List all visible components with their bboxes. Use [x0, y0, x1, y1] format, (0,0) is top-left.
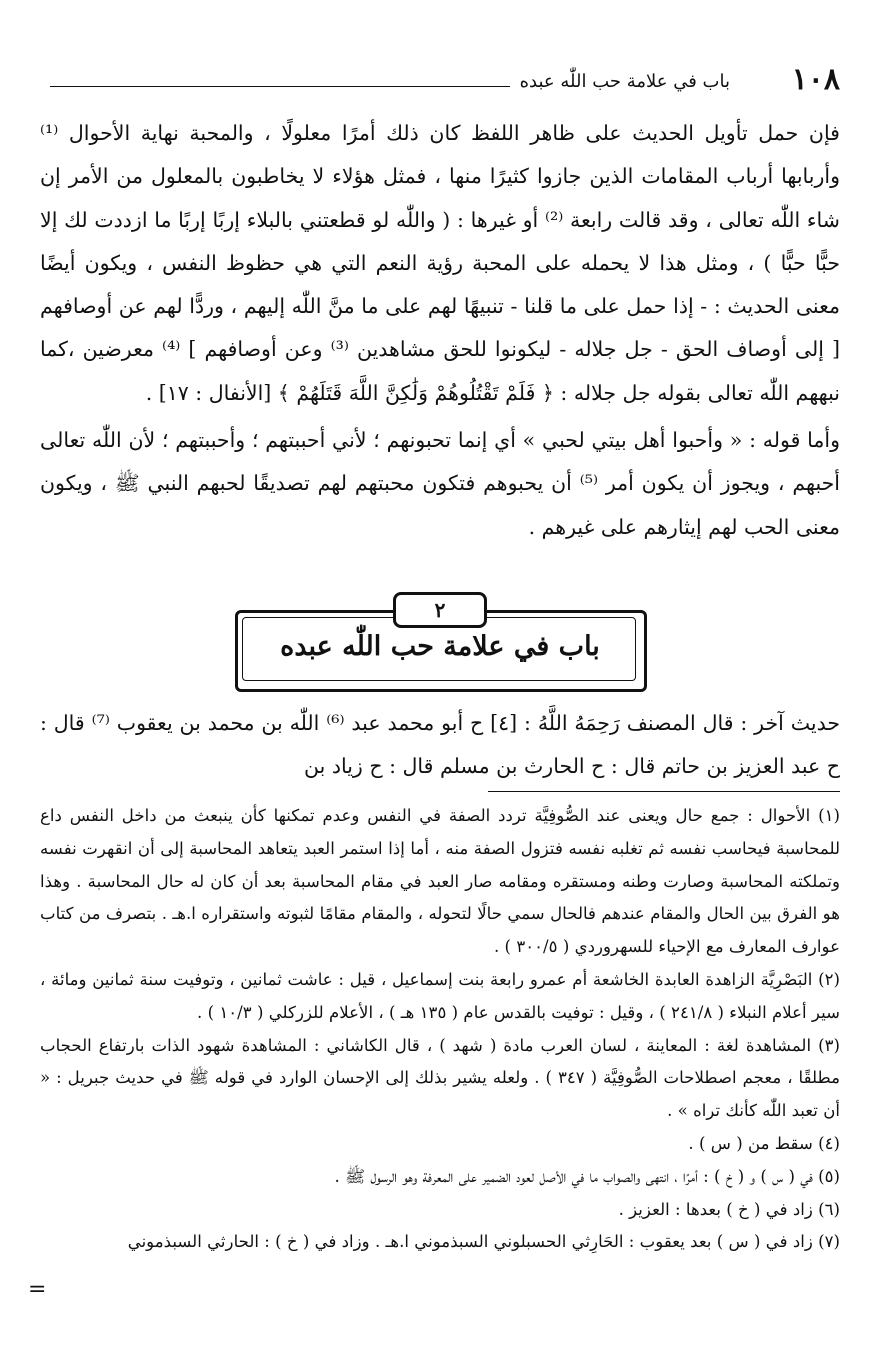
footnote-5: (٥) في ( س ) و ( خ ) : أمرًا ، انتهى والصواب ما في الأصل لعود الضمير على المعرفة وهو الرسول ﷺ .: [334, 1166, 840, 1186]
footnote-separator: [488, 791, 840, 792]
paragraph: وأما قوله : « وأحبوا أهل بيتي لحبي » أي إنما تحبونهم ؛ لأني أحببتهم ؛ وأحببتهم ؛ لأن اللّٰه تعالى أحبهم ، ويجوز أن يكون أمر ⁽⁵⁾ أن يحبوهم فتكون محبتهم لهم تصديقًا لحبهم النبي ﷺ ، ويكون معنى الحب لهم إيثارهم على غيرهم .: [40, 428, 840, 539]
running-header: [40, 62, 840, 102]
footnote-6: (٦) زاد في ( خ ) بعدها : العزيز .: [618, 1199, 840, 1219]
footnote-2: (٢) البَصْرِيَّة الزاهدة العابدة الخاشعة أم عمرو رابعة بنت إسماعيل ، قيل : عاشت ثمانين ، وتوفيت سنة ثمانين ومائة ، سير أعلام النبلاء ( ٢٤١/٨ ) ، وقيل : توفيت بالقدس عام ( ١٣٥ هـ ) ، الأعلام للزركلي ( ١٠/٣ ) .: [40, 969, 840, 1022]
paragraph: فإن حمل تأويل الحديث على ظاهر اللفظ كان ذلك أمرًا معلولًا ، والمحبة نهاية الأحوال ⁽¹⁾ وأربابها أرباب المقامات الذين جازوا كثيرًا منها ، فمثل هؤلاء لا يخاطبون بالمعلول من الأمر إن شاء اللّٰه تعالى ، وقد قالت رابعة ⁽²⁾ أو غيرها : ( واللّٰه لو قطعتني بالبلاء إربًا إربًا ما ازددت لك إلا حبًّا حبًّا ) ، ومثل هذا لا يحمله على المحبة رؤية النعم التي هي حظوظ النفس ، ويكون أيضًا معنى الحديث : - إذا حمل على ما قلنا - تنبيهًا لهم على ما منَّ اللّٰه إليهم ، وردًّا لهم عن أوصافهم [ إلى أوصاف الحق - جل جلاله - ليكونوا للحق مشاهدين ⁽³⁾ وعن أوصافهم ] ⁽⁴⁾ معرضين ،كما نبههم اللّٰه تعالى بقوله جل جلاله : ﴿ فَلَمْ تَقْتُلُوهُمْ وَلَٰكِنَّ اللَّهَ قَتَلَهُمْ ﴾ [الأنفال : ١٧] .: [40, 121, 840, 405]
hadith-text: [40, 702, 840, 789]
footnote-1: (١) الأحوال : جمع حال ويعنى عند الصُّوفِيَّة تردد الصفة في النفس وعدم تمكنها كأن ينبعث من داخل النفس داع للمحاسبة فيحاسب نفسه ثم تغلبه نفسه فتزول الصفة منه ، أما إذا استمر العبد يتعاهد المحاسبة إلى أن انقهرت نفسه وتملكته المحاسبة وصارت وطنه ومستقره ومقامه صار العبد في مقام المحاسبة بعد أن كان له حال المحاسبة . وهذا هو الفرق بين الحال والمقام عندهم فالحال سمي حالًا لتحوله ، والمقام مقامًا لثبوته واستقراره ا.هـ . بتصرف من كتاب عوارف المعارف مع الإحياء للسهروردي ( ٣٠٠/٥ ) .: [40, 806, 840, 957]
header-rule: [50, 86, 510, 87]
running-title: باب في علامة حب اللّٰه عبده: [519, 71, 730, 92]
chapter-number: ٢: [434, 598, 446, 622]
main-text: [40, 112, 840, 549]
continuation-mark: =: [28, 1277, 47, 1302]
chapter-number-tab: [393, 592, 487, 628]
footnotes: [40, 800, 840, 1259]
chapter-heading-box: [235, 592, 645, 688]
footnote-7: (٧) زاد في ( س ) بعد يعقوب : الحَارِثي الحسبلوني السبذموني ا.هـ . وزاد في ( خ ) : الحارثي السبذموني: [127, 1232, 840, 1252]
footnote-4: (٤) سقط من ( س ) .: [688, 1133, 840, 1153]
paragraph: حديث آخر : قال المصنف رَحِمَهُ اللَّهُ : [٤] ح أبو محمد عبد ⁽⁶⁾ اللّٰه بن محمد بن يعقوب ⁽⁷⁾ قال : ح عبد العزيز بن حاتم قال : ح الحارث بن مسلم قال : ح زياد بن: [40, 711, 841, 779]
page-number: ١٠٨: [791, 62, 840, 97]
footnote-3: (٣) المشاهدة لغة : المعاينة ، لسان العرب مادة ( شهد ) ، قال الكاشاني : المشاهدة شهود الذات بارتفاع الحجاب مطلقًا ، معجم اصطلاحات الصُّوفِيَّة ( ٣٤٧ ) . ولعله يشير بذلك إلى الإحسان الوارد في قوله ﷺ في حديث جبريل : « أن تعبد اللّٰه كأنك تراه » .: [40, 1035, 840, 1121]
chapter-title: باب في علامة حب اللّٰه عبده: [280, 631, 600, 662]
